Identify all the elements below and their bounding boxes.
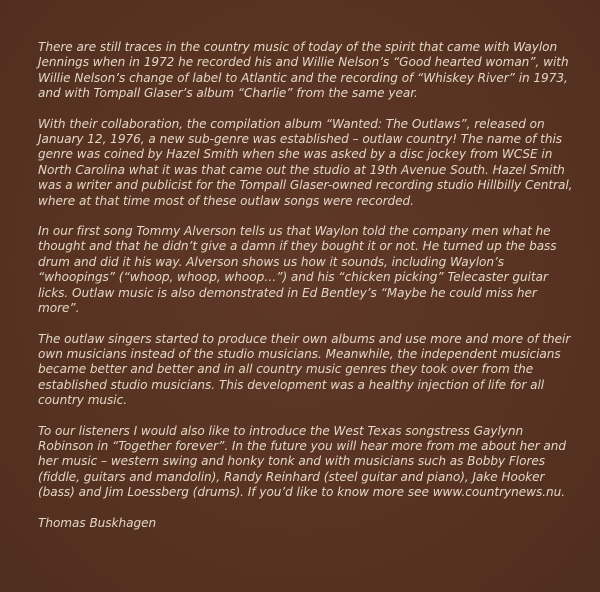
paragraph-2: With their collaboration, the compilation album “Wanted: The Outlaws”, released on January 12, 1976, a new sub-genre was established – outlaw country! The name of this genre was coined by Hazel Smith when she was asked by a disc jockey from WCSE in North Carolina what it was that came out the studio at 19th Avenue South. Hazel Smith was a writer and publicist for the Tompall Glaser-owned recording studio Hillbilly Central, where at that time most of these outlaw songs were recorded.	[38, 116, 573, 208]
paragraph-5: To our listeners I would also like to introduce the West Texas songstress Gaylynn Robinson in “Together forever”. In the future you will hear more from me about her and her music – western swing and honky tonk and with musicians such as Bobby Flores (fiddle, guitars and mandolin), Randy Reinhard (steel guitar and piano), Jake Hooker (bass) and Jim Loessberg (drums). If you’d like to know more see www.countrynews.nu.	[38, 423, 566, 500]
author-signature: Thomas Buskhagen	[38, 515, 157, 530]
paragraph-1: There are still traces in the country music of today of the spirit that came with Waylon Jennings when in 1972 he recorded his and Willie Nelson’s “Good hearted woman”, with Willie Nelson’s change of label to Atlantic and the recording of “Whiskey River” in 1973, and with Tompall Glaser’s album “Charlie” from the same year.	[38, 40, 569, 101]
paragraph-3: In our first song Tommy Alverson tells us that Waylon told the company men what he thought and that he didn’t give a damn if they bought it or not. He turned up the bass drum and did it his way. Alverson shows us how it sounds, including Waylon’s “whoopings” (“whoop, whoop, whoop…”) and his “chicken picking” Telecaster guitar licks. Outlaw music is also demonstrated in Ed Bentley’s “Maybe he could miss her more”.	[38, 224, 557, 316]
paragraph-4: The outlaw singers started to produce their own albums and use more and more of their own musicians instead of the studio musicians. Meanwhile, the independent musicians became better and better and in all country music genres they took over from the established studio musicians. This development was a healthy injection of life for all country music.	[38, 331, 571, 408]
